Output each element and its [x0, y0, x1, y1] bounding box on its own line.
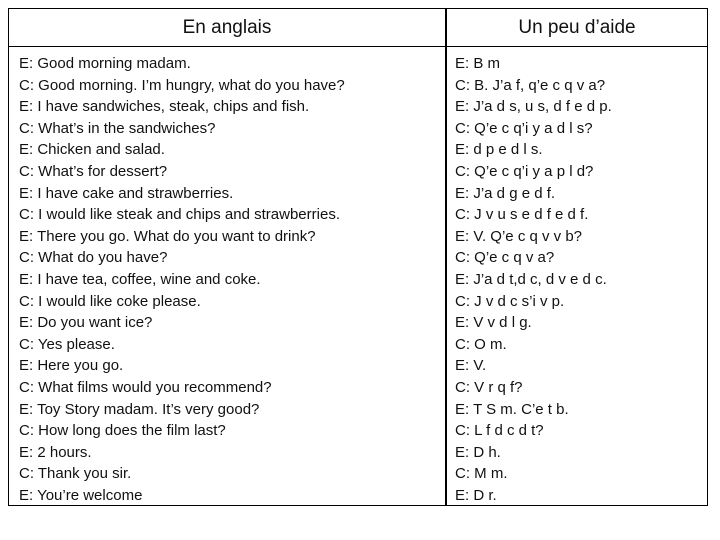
help-line: E: D h. — [455, 443, 501, 461]
english-line: C: I would like coke please. — [19, 292, 201, 310]
help-line: E: D r. — [455, 486, 497, 504]
help-line: E: J’a d s, u s, d f e d p. — [455, 98, 612, 116]
english-line: E: Do you want ice? — [19, 314, 153, 332]
header-help: Un peu d’aide — [518, 16, 636, 38]
help-line: E: J’a d t,d c, d v e d c. — [455, 270, 607, 288]
column-divider — [445, 9, 447, 505]
help-line: C: Q’e c q’i y a d l s? — [455, 119, 593, 137]
english-line: E: You’re welcome — [19, 486, 143, 504]
english-line: E: Good morning madam. — [19, 55, 191, 72]
help-line: E: V. Q’e c q v v b? — [455, 227, 583, 245]
english-line: E: 2 hours. — [19, 443, 92, 461]
english-line: C: How long does the film last? — [19, 422, 226, 440]
help-line: C: V r q f? — [455, 378, 523, 396]
help-line: C: B. J’a f, q’e c q v a? — [455, 76, 606, 94]
help-line: C: Q’e c q v a? — [455, 249, 555, 267]
help-line: C: O m. — [455, 335, 507, 353]
help-line: C: Q’e c q’i y a p l d? — [455, 162, 594, 180]
help-line: C: J v u s e d f e d f. — [455, 206, 589, 224]
header-english: En anglais — [182, 16, 272, 38]
english-line: E: I have sandwiches, steak, chips and fish. — [19, 98, 310, 116]
english-line: C: What do you have? — [19, 249, 168, 267]
english-line: C: What’s in the sandwiches? — [19, 119, 216, 137]
help-line: E: B m — [455, 55, 501, 72]
english-line: C: Thank you sir. — [19, 465, 132, 483]
help-line: C: L f d c d t? — [455, 422, 544, 440]
table-header-row — [9, 9, 707, 47]
english-line: E: Toy Story madam. It’s very good? — [19, 400, 260, 418]
help-line: C: J v d c s’i v p. — [455, 292, 565, 310]
english-line: C: What films would you recommend? — [19, 378, 272, 396]
english-line: E: There you go. What do you want to drink? — [19, 227, 316, 245]
english-line: C: Yes please. — [19, 335, 115, 353]
english-column — [19, 53, 345, 506]
help-line: E: V v d l g. — [455, 314, 532, 332]
help-line: E: T S m. C’e t b. — [455, 400, 569, 418]
english-line: E: I have tea, coffee, wine and coke. — [19, 270, 261, 288]
english-line: C: What’s for dessert? — [19, 162, 168, 180]
help-line: C: M m. — [455, 465, 508, 483]
english-line: E: Here you go. — [19, 357, 124, 375]
help-line: E: V. — [455, 357, 487, 375]
help-column — [455, 53, 612, 506]
english-line: C: I would like steak and chips and strawberries. — [19, 206, 340, 224]
english-line: E: I have cake and strawberries. — [19, 184, 234, 202]
english-line: C: Good morning. I’m hungry, what do you have? — [19, 76, 345, 94]
english-line: E: Chicken and salad. — [19, 141, 165, 159]
dialogue-table — [8, 8, 708, 506]
help-line: E: d p e d l s. — [455, 141, 543, 159]
help-line: E: J’a d g e d f. — [455, 184, 556, 202]
